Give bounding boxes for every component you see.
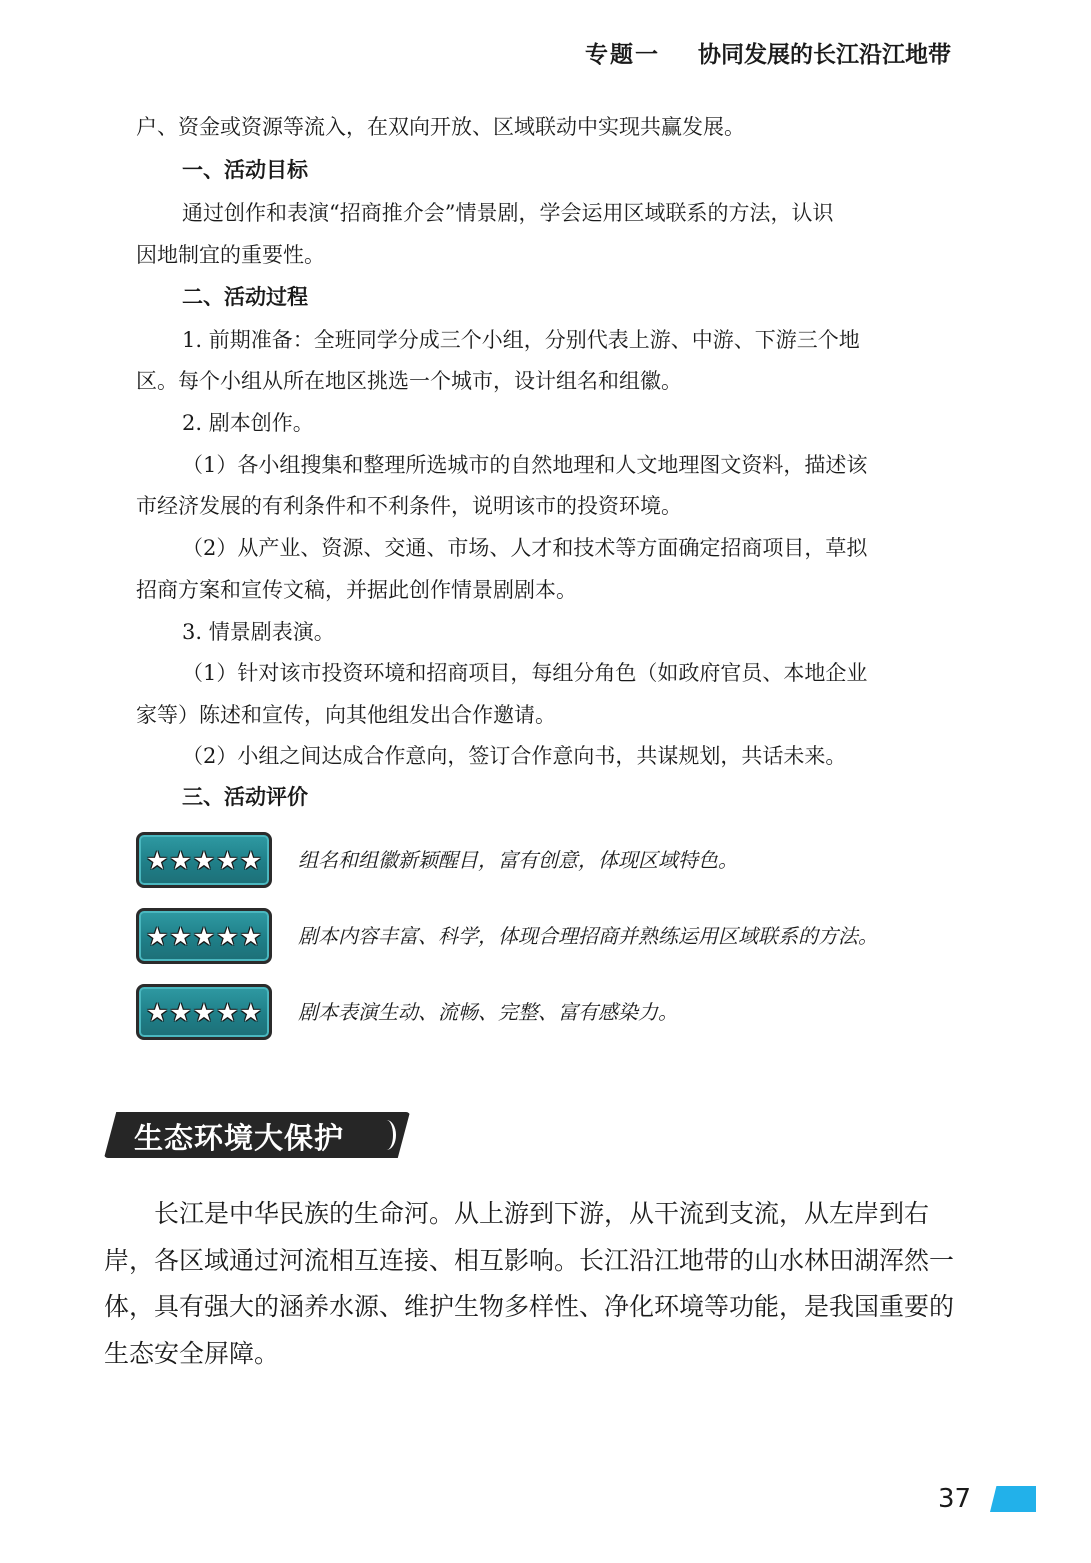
star-icon: ★ [145, 997, 169, 1027]
paragraph-line: 通过创作和表演“招商推介会”情景剧，学会运用区域联系的方法，认识 [182, 201, 834, 225]
banner-arc-icon [377, 1120, 396, 1150]
paragraph-line: 岸，各区域通过河流相互连接、相互影响。长江沿江地带的山水林田湖浑然一 [104, 1246, 955, 1275]
rubric-text: 剧本表演生动、流畅、完整、富有感染力。 [298, 1000, 678, 1024]
paragraph-line: 招商方案和宣传文稿，并据此创作情景剧剧本。 [136, 578, 577, 602]
star-rating-badge [136, 984, 272, 1040]
star-icon: ★ [192, 845, 216, 875]
section-title: 生态环境大保护 [134, 1121, 345, 1155]
paragraph-line: 长江是中华民族的生命河。从上游到下游，从干流到支流，从左岸到右 [154, 1199, 930, 1228]
paragraph-line: 户、资金或资源等流入，在双向开放、区域联动中实现共赢发展。 [136, 115, 745, 139]
paragraph-line: （2）从产业、资源、交通、市场、人才和技术等方面确定招商项目，草拟 [182, 536, 868, 560]
star-icon [145, 845, 263, 875]
section-banner [104, 1112, 410, 1158]
unit-title: 协同发展的长江沿江地带 [698, 42, 951, 68]
star-icon: ★ [169, 921, 192, 951]
page-number: 37 [938, 1484, 972, 1514]
star-icon: ★ [216, 921, 239, 951]
paragraph-line: 生态安全屏障。 [104, 1339, 280, 1368]
paragraph-line: 家等）陈述和宣传，向其他组发出合作邀请。 [136, 703, 556, 727]
paragraph-line: 2. 剧本创作。 [182, 411, 314, 435]
paragraph-line: （1）针对该市投资环境和招商项目，每组分角色（如政府官员、本地企业 [182, 661, 868, 685]
star-icon: ★ [216, 997, 239, 1027]
heading-evaluation: 三、活动评价 [182, 784, 308, 809]
star-rating-badge [136, 832, 272, 888]
star-icon: ★ [239, 921, 263, 951]
heading-goal: 一、活动目标 [182, 157, 308, 182]
rubric-text: 剧本内容丰富、科学，体现合理招商并熟练运用区域联系的方法。 [298, 924, 878, 948]
paragraph-line: 区。每个小组从所在地区挑选一个城市，设计组名和组徽。 [136, 369, 682, 393]
star-icon: ★ [169, 997, 192, 1027]
star-icon [145, 997, 263, 1027]
paragraph-line: 市经济发展的有利条件和不利条件，说明该市的投资环境。 [136, 494, 682, 518]
running-header [585, 36, 951, 69]
star-icon: ★ [169, 845, 192, 875]
paragraph-line: （2）小组之间达成合作意向，签订合作意向书，共谋规划，共话未来。 [182, 744, 847, 768]
star-icon: ★ [216, 845, 239, 875]
heading-process: 二、活动过程 [182, 284, 308, 309]
star-icon: ★ [239, 997, 263, 1027]
star-icon: ★ [239, 845, 263, 875]
page-tab-decoration [990, 1486, 1036, 1512]
star-icon [145, 921, 263, 951]
rubric-text: 组名和组徽新颖醒目，富有创意，体现区域特色。 [298, 848, 738, 872]
paragraph-line: （1）各小组搜集和整理所选城市的自然地理和人文地理图文资料，描述该 [182, 453, 868, 477]
star-rating-badge [136, 908, 272, 964]
paragraph-line: 体，具有强大的涵养水源、维护生物多样性、净化环境等功能，是我国重要的 [104, 1292, 955, 1321]
paragraph-line: 1. 前期准备：全班同学分成三个小组，分别代表上游、中游、下游三个地 [182, 328, 860, 352]
star-icon: ★ [192, 921, 216, 951]
star-icon: ★ [145, 921, 169, 951]
unit-label: 专题一 [584, 42, 660, 68]
paragraph-line: 3. 情景剧表演。 [182, 620, 335, 644]
star-icon: ★ [145, 845, 169, 875]
paragraph-line: 因地制宜的重要性。 [136, 243, 325, 267]
star-icon: ★ [192, 997, 216, 1027]
